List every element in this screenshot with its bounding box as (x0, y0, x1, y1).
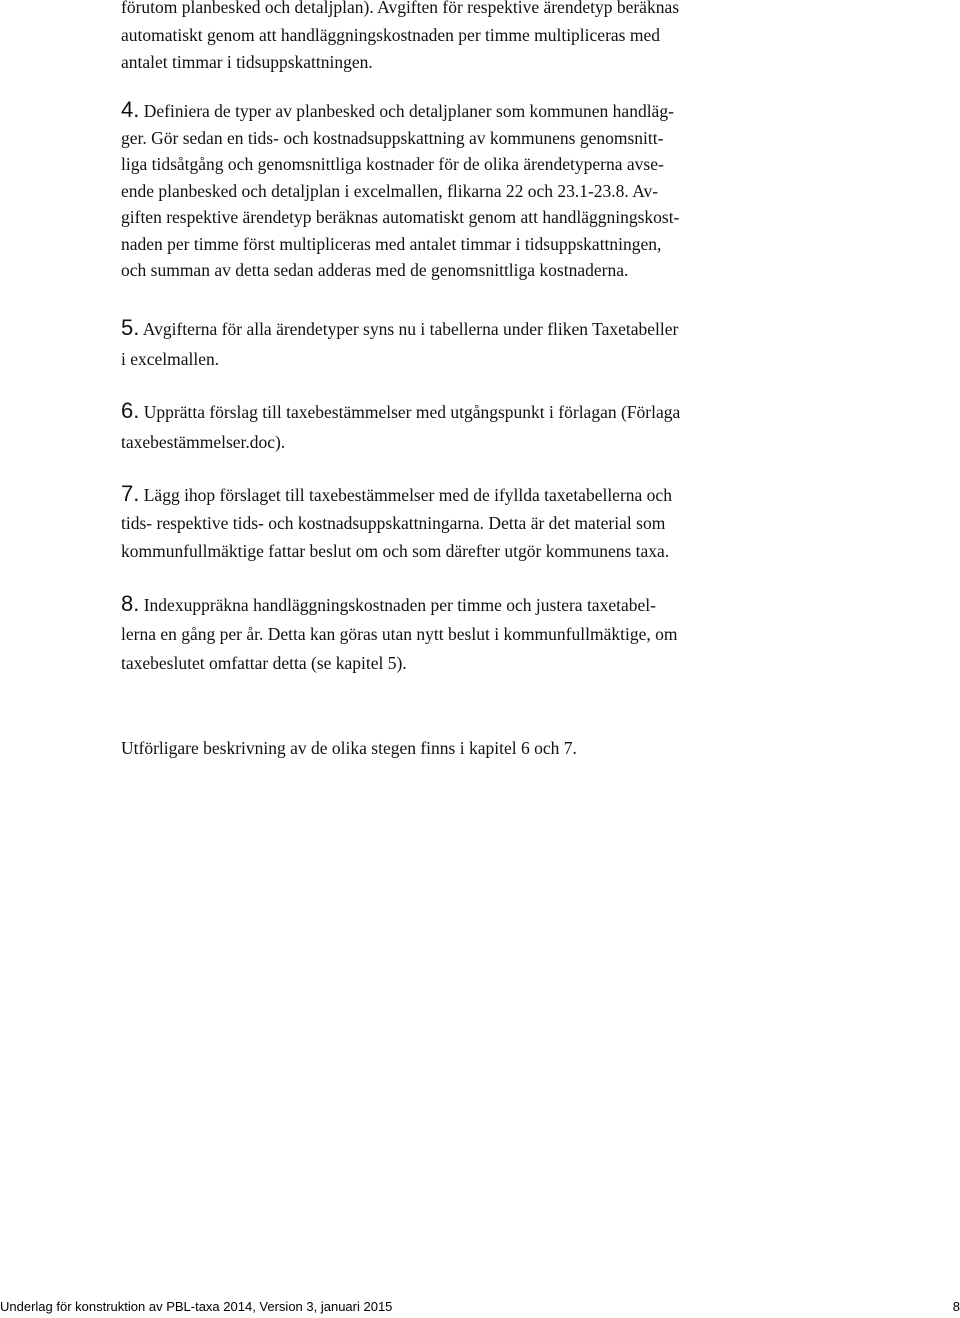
step-7 (121, 480, 766, 565)
step-number: 5. (121, 315, 140, 340)
step-5 (121, 313, 766, 374)
step-4 (121, 97, 766, 284)
step-text: Avgifterna för alla ärendetyper syns nu i tabellerna under fliken Taxetabeller i excelmallen. (121, 319, 679, 369)
step-number: 7. (121, 481, 140, 506)
intro-paragraph: förutom planbesked och detaljplan). Avgiften för respektive ärendetyp beräknas automatiskt genom att handläggningskostnaden per timme multipliceras med antalet timmar i tidsuppskattningen. (121, 0, 680, 72)
step-8 (121, 589, 766, 678)
step-6 (121, 396, 766, 457)
footer-title: Underlag för konstruktion av PBL-taxa 2014, Version 3, januari 2015 (0, 1299, 393, 1314)
step-number: 6. (121, 398, 140, 423)
page-number: 8 (952, 1299, 960, 1314)
step-text: Definiera de typer av planbesked och detaljplaner som kommunen handläg- ger. Gör sedan en tids- och kostnadsuppskattning av kommunens genomsnitt- liga tidsåtgång och genomsnittliga kostnader för de olika ärendetyperna avse- ende planbesked och detaljplan i excelmallen, flikarna 22 och 23.1-23.8. Av- giften respektive ärendetyp beräknas automatiskt genom att handläggningskost- naden per timme först multipliceras med antalet timmar i tidsuppskattningen, och summan av detta sedan adderas med de genomsnittliga kostnaderna. (121, 101, 680, 280)
step-number: 4. (121, 97, 140, 122)
step-text: Upprätta förslag till taxebestämmelser med utgångspunkt i förlagan (Förlaga taxebestämmelser.doc). (121, 402, 681, 452)
step-text: Lägg ihop förslaget till taxebestämmelser med de ifyllda taxetabellerna och tids- respektive tids- och kostnadsuppskattningarna. Detta är det material som kommunfullmäktige fattar beslut om och som därefter utgör kommunens taxa. (121, 485, 672, 561)
step-number: 8. (121, 591, 140, 616)
page-footer (0, 1299, 960, 1317)
closing-paragraph: Utförligare beskrivning av de olika stegen finns i kapitel 6 och 7. (121, 738, 577, 758)
step-text: Indexuppräkna handläggningskostnaden per timme och justera taxetabel- lerna en gång per år. Detta kan göras utan nytt beslut i kommunfullmäktige, om taxebeslutet omfattar detta (se kapitel 5). (121, 595, 678, 673)
